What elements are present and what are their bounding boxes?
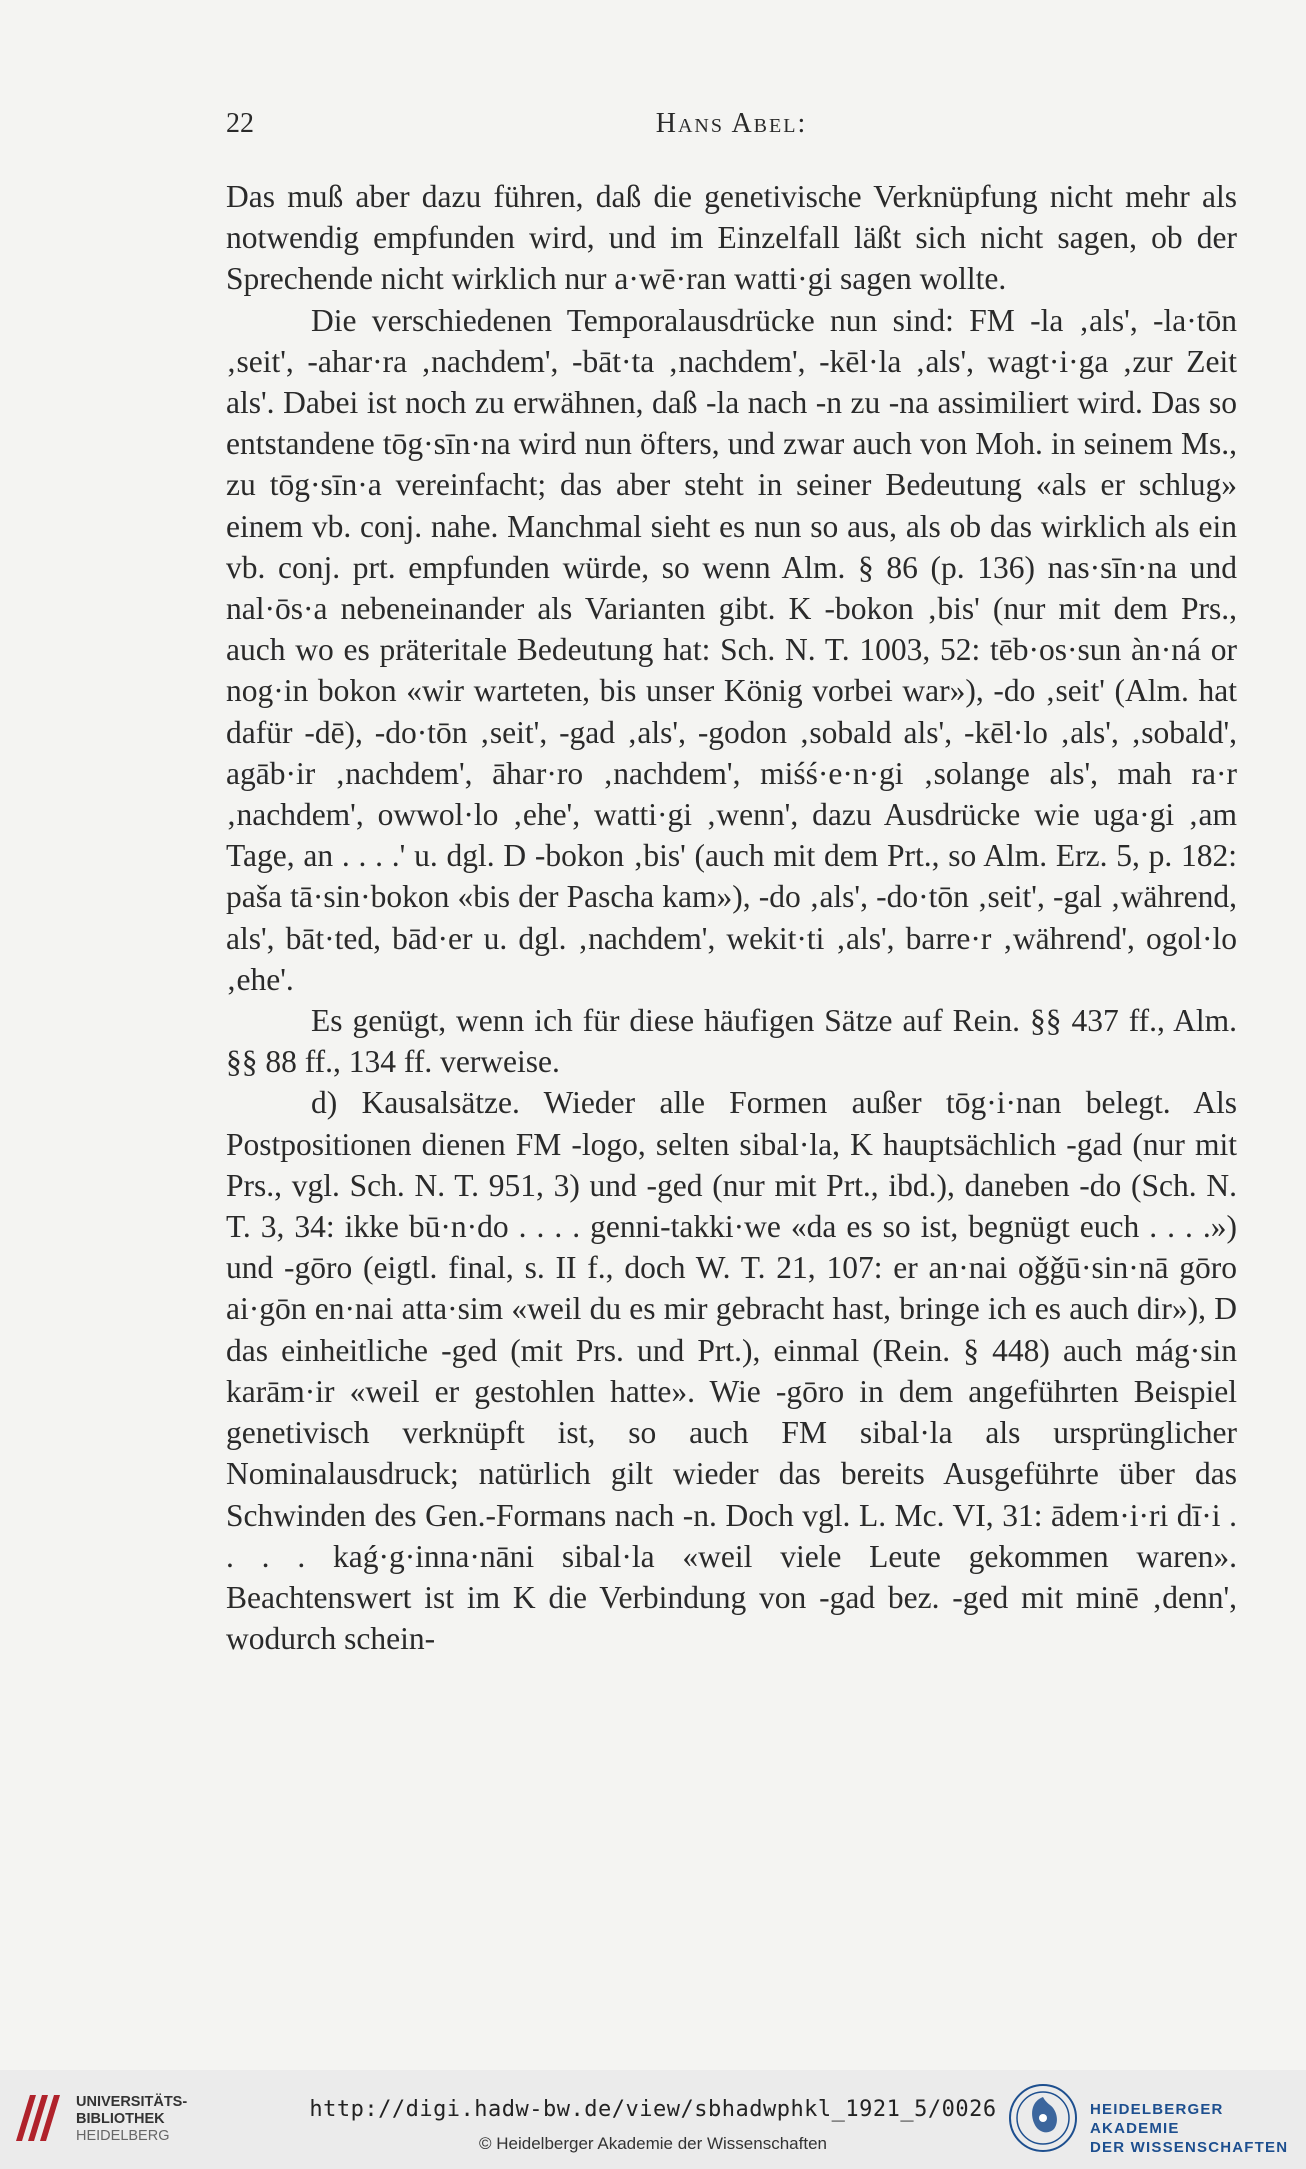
ub-name-line: BIBLIOTHEK	[76, 2111, 165, 2127]
paragraph: Die verschiedenen Temporalausdrücke nun sind: FM -la ‚als', -la·tōn ‚seit', -ahar·ra ‚nachdem', -bāt·ta ‚nachdem', -kēl·la ‚als', wagt·i·ga ‚zur Zeit als'. Dabei ist noch zu erwähnen, daß -la nach -n zu -na assimiliert wird. Das so entstandene tōg·sīn·na wird nun öfters, und zwar auch von Moh. in seinem Ms., zu tōg·sīn·a vereinfacht; das aber steht in seiner Bedeutung «als er schlug» einem vb. conj. nahe. Manchmal sieht es nun so aus, als ob das wirklich als ein vb. conj. prt. empfunden würde, so wenn Alm. § 86 (p. 136) nas·sīn·na und nal·ōs·a nebeneinander als Varianten gibt. K -bokon ‚bis' (nur mit dem Prs., auch wo es präteritale Bedeutung hat: Sch. N. T. 1003, 52: tēb·os·sun àn·ná or nog·in bokon «wir warteten, bis unser König vorbei war»), -do ‚seit' (Alm. hat dafür -dē), -do·tōn ‚seit', -gad ‚als', -godon ‚sobald als', -kēl·lo ‚als', ‚sobald', agāb·ir ‚nachdem', āhar·ro ‚nachdem', miśś·e·n·gi ‚solange als', mah ra·r ‚nachdem', owwol·lo ‚ehe', watti·gi ‚wenn', dazu Ausdrücke wie uga·gi ‚am Tage, an . . . .' u. dgl. D -bokon ‚bis' (auch mit dem Prt., so Alm. Erz. 5, p. 182: paša tā·sin·bokon «bis der Pascha kam»), -do ‚als', -do·tōn ‚seit', -gal ‚während, als', bāt·ted, bād·er u. dgl. ‚nachdem', wekit·ti ‚als', barre·r ‚während', ogol·lo ‚ehe'.	[226, 302, 1237, 997]
academy-name	[1090, 2100, 1306, 2157]
running-head: Hans Abel:	[655, 108, 808, 139]
paragraph: d) Kausalsätze. Wieder alle Formen außer tōg·i·nan belegt. Als Postpositionen dienen FM -logo, selten sibal·la, K hauptsächlich -gad (nur mit Prs., vgl. Sch. N. T. 951, 3) und -ged (nur mit Prt., ibd.), daneben -do (Sch. N. T. 3, 34: ikke bū·n·do . . . . genni-takki·we «da es so ist, begnügt euch . . . .») und -gōro (eigtl. final, s. II f., doch W. T. 21, 107: er an·nai oǧǧū·sin·nā gōro ai·gōn en·nai atta·sim «weil du es mir gebracht hast, bringe ich es auch dir»), D das einheitliche -ged (mit Prs. und Prt.), einmal (Rein. § 448) auch mág·sin karām·ir «weil er gestohlen hatte». Wie -gōro in dem angeführten Beispiel genetivisch verknüpft ist, so auch FM sibal·la als ursprünglicher Nominalausdruck; natürlich gilt wieder das bereits Ausgeführte über das Schwinden des Gen.-Formans nach -n. Doch vgl. L. Mc. VI, 31: ādem·i·ri dī·i . . . . kaǵ·g·inna·nāni sibal·la «weil viele Leute gekommen waren». Beachtenswert ist im K die Verbindung von -gad bez. -ged mit minē ‚denn', wodurch schein-	[226, 1085, 1237, 1657]
academy-name-line: DER WISSENSCHAFTEN	[1090, 2139, 1289, 2156]
academy-name-line: HEIDELBERGER AKADEMIE	[1090, 2101, 1224, 2137]
academy-seal-icon	[1008, 2083, 1078, 2153]
paragraph: Es genügt, wenn ich für diese häufigen Sätze auf Rein. §§ 437 ff., Alm. §§ 88 ff., 134 ff. verweise.	[226, 1003, 1237, 1080]
copyright-notice: © Heidelberger Akademie der Wissenschaften	[479, 2134, 827, 2153]
body-text	[226, 176, 1237, 1659]
paragraph: Das muß aber dazu führen, daß die genetivische Verknüpfung nicht mehr als notwendig empfunden wird, und im Einzelfall läßt sich nicht sagen, ob der Sprechende nicht wirklich nur a·wē·ran watti·gi sagen wollte.	[226, 179, 1237, 297]
ub-name-line: HEIDELBERG	[76, 2128, 170, 2144]
permalink-url[interactable]: http://digi.hadw-bw.de/view/sbhadwphkl_1921_5/0026	[309, 2097, 997, 2122]
page-header	[226, 108, 1237, 148]
page-number: 22	[226, 108, 254, 139]
ub-name-line: UNIVERSITÄTS-	[76, 2094, 188, 2110]
